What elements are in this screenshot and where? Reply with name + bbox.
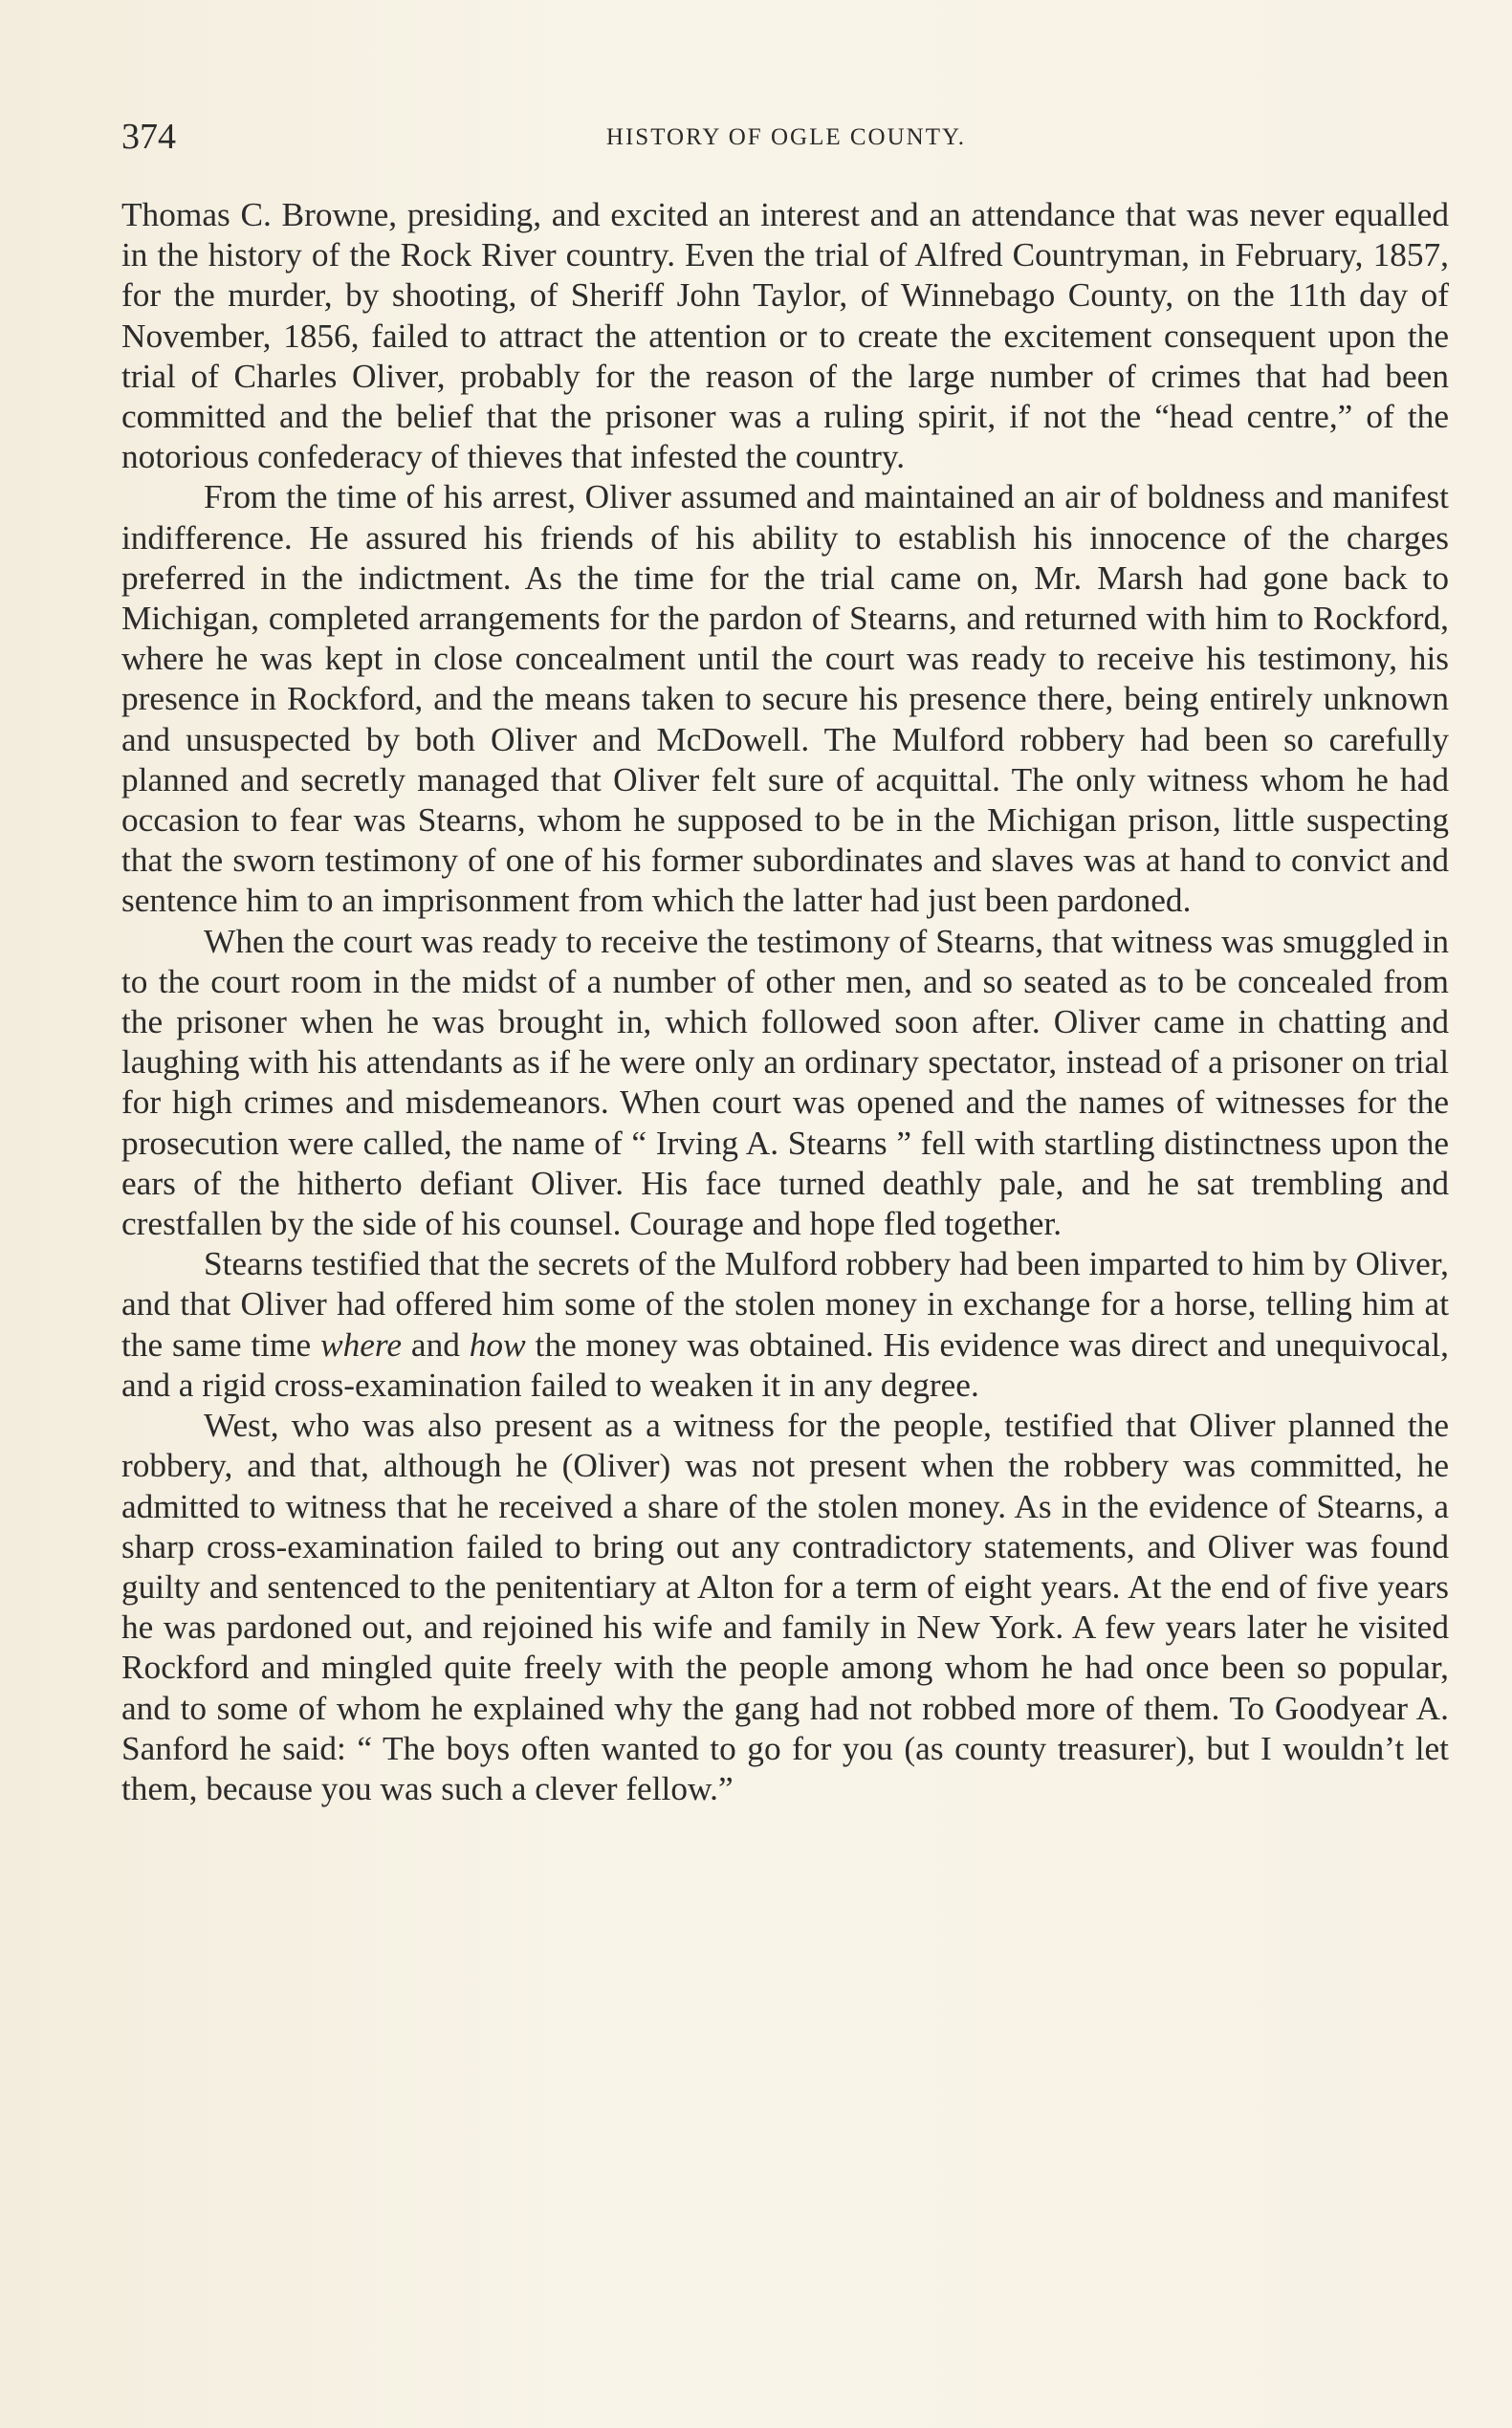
paragraph-4 — [121, 1244, 1449, 1406]
paragraph-1: Thomas C. Browne, presiding, and excited an interest and an attendance that was never equalled in the history of the Rock River country. Even the trial of Alfred Countryman, in February, 1857, for the murder, by shooting, of Sheriff John Taylor, of Winnebago County, on the 11th day of November, 1856, failed to attract the attention or to create the excitement consequent upon the trial of Charles Oliver, probably for the reason of the large number of crimes that had been committed and the belief that the prisoner was a ruling spirit, if not the “head centre,” of the notorious confederacy of thieves that infested the country. — [121, 196, 1449, 476]
body-text — [121, 195, 1449, 1809]
italic-how: how — [469, 1325, 526, 1364]
page-number: 374 — [121, 117, 176, 157]
paragraph-4-part-1: Stearns testified that the secrets of the Mulford robbery had been imparted to him by Oliver, and that Oliver had offered him some of the stolen money in exchange for a horse, telling him at the same time — [121, 1245, 1449, 1364]
paragraph-2: From the time of his arrest, Oliver assumed and maintained an air of boldness and manifest indifference. He assured his friends of his ability to establish his innocence of the charges preferred in the indictment. As the time for the trial came on, Mr. Marsh had gone back to Michigan, completed arrangements for the pardon of Stearns, and returned with him to Rockford, where he was kept in close concealment until the court was ready to receive his testimony, his presence in Rockford, and the means taken to secure his presence there, being entirely unknown and unsuspected by both Oliver and McDowell. The Mulford robbery had been so carefully planned and secretly managed that Oliver felt sure of acquittal. The only witness whom he had occasion to fear was Stearns, whom he supposed to be in the Michigan prison, little suspecting that the sworn testimony of one of his former subordinates and slaves was at hand to convict and sentence him to an imprisonment from which the latter had just been pardoned. — [121, 478, 1449, 920]
page-header — [121, 113, 1451, 161]
running-title: HISTORY OF OGLE COUNTY. — [605, 124, 967, 150]
paragraph-5: West, who was also present as a witness for the people, testified that Oliver planned the robbery, and that, although he (Oliver) was not present when the robbery was committed, he admitted to witness that he received a share of the stolen money. As in the evidence of Stearns, a sharp cross-examination failed to bring out any contradictory statements, and Oliver was found guilty and sentenced to the penitentiary at Alton for a term of eight years. At the end of five years he was pardoned out, and rejoined his wife and family in New York. A few years later he visited Rockford and mingled quite freely with the people among whom he had once been so popular, and to some of whom he explained why the gang had not robbed more of them. To Goodyear A. Sanford he said: “ The boys often wanted to go for you (as county treasurer), but I wouldn’t let them, because you was such a clever fellow.” — [121, 1407, 1449, 1807]
paragraph-4-part-2: and — [402, 1325, 470, 1364]
italic-where: where — [320, 1325, 403, 1364]
paragraph-4-part-3: the money was obtained. His evidence was direct and unequivocal, and a rigid cross-examination failed to weaken it in any degree. — [121, 1325, 1449, 1404]
paragraph-3: When the court was ready to receive the testimony of Stearns, that witness was smuggled in to the court room in the midst of a number of other men, and so seated as to be concealed from the prisoner when he was brought in, which followed soon after. Oliver came in chatting and laughing with his attendants as if he were only an ordinary spectator, instead of a prisoner on trial for high crimes and misdemeanors. When court was opened and the names of witnesses for the prosecution were called, the name of “ Irving A. Stearns ” fell with startling distinctness upon the ears of the hitherto defiant Oliver. His face turned deathly pale, and he sat trembling and crestfallen by the side of his counsel. Courage and hope fled together. — [121, 922, 1449, 1243]
